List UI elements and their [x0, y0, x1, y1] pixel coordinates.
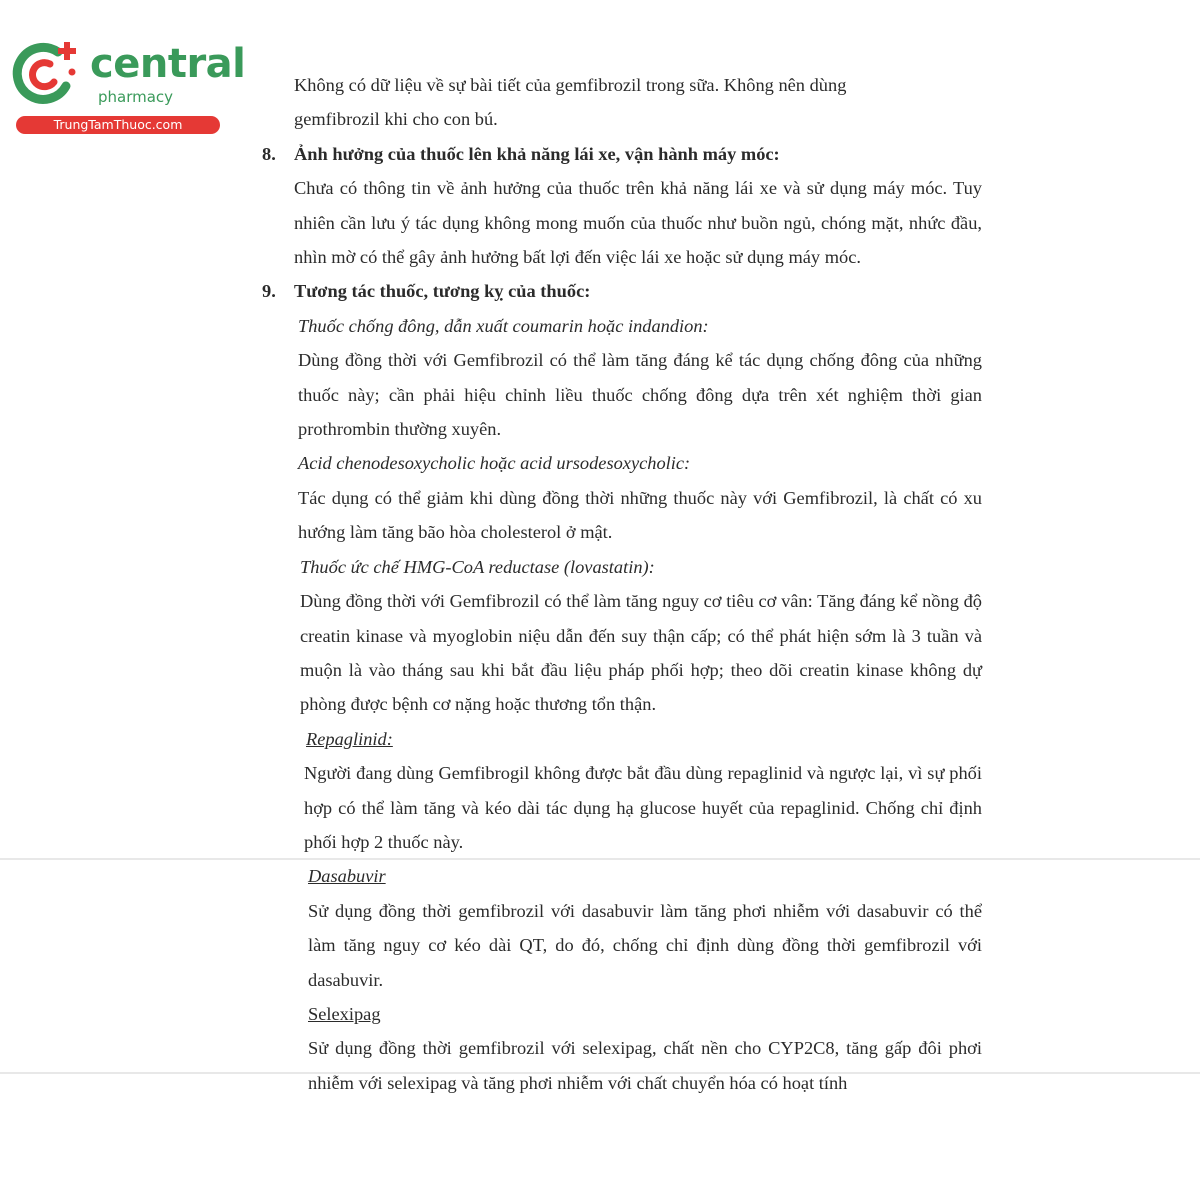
intro-line-2: gemfibrozil khi cho con bú. — [294, 109, 498, 130]
interaction-heading-repaglinid: Repaglinid: — [306, 728, 393, 749]
section-9-number: 9. — [262, 281, 276, 302]
logo-subtitle: pharmacy — [98, 88, 174, 106]
interaction-heading-dasabuvir: Dasabuvir — [308, 866, 386, 887]
logo-url: TrungTamThuoc.com — [16, 116, 220, 134]
interaction-body-repaglinid: Người đang dùng Gemfibrogil không được bắt đầu dùng repaglinid và ngược lại, vì sự phối hợp có thể làm tăng và kéo dài tác dụng hạ glucose huyết của repaglinid. Chống chỉ định phối hợp 2 thuốc này. — [304, 763, 982, 852]
section-9-title: Tương tác thuốc, tương kỵ của thuốc: — [294, 281, 591, 302]
interaction-body-dasabuvir: Sử dụng đồng thời gemfibrozil với dasabuvir làm tăng phơi nhiễm với dasabuvir có thể làm tăng nguy cơ kéo dài QT, do đó, chống chỉ định dùng đồng thời gemfibrozil với dasabuvir. — [308, 900, 982, 990]
interaction-heading-statin: Thuốc ức chế HMG-CoA reductase (lovastatin): — [300, 556, 655, 577]
interaction-heading-anticoagulant: Thuốc chống đông, dẫn xuất coumarin hoặc indandion: — [298, 315, 709, 336]
section-8-title: Ảnh hưởng của thuốc lên khả năng lái xe, vận hành máy móc: — [294, 143, 780, 164]
interaction-body-anticoagulant: Dùng đồng thời với Gemfibrozil có thể làm tăng đáng kể tác dụng chống đông của những thuốc này; cần phải hiệu chỉnh liều thuốc chống đông dựa trên xét nghiệm thời gian prothrombin thường xuyên. — [298, 350, 982, 440]
interaction-body-statin: Dùng đồng thời với Gemfibrozil có thể làm tăng nguy cơ tiêu cơ vân: Tăng đáng kể nồng độ creatin kinase và myoglobin niệu dẫn đến suy thận cấp; có thể phát hiện sớm là 3 tuần và muộn là vào tháng sau khi bắt đầu liệu pháp phối hợp; theo dõi creatin kinase không dự phòng được bệnh cơ nặng hoặc thương tổn thận. — [300, 591, 982, 715]
interaction-body-selexipag: Sử dụng đồng thời gemfibrozil với selexipag, chất nền cho CYP2C8, tăng gấp đôi phơi nhiễm với selexipag và tăng phơi nhiễm với chất chuyển hóa có hoạt tính — [308, 1038, 982, 1093]
section-8-number: 8. — [262, 143, 276, 164]
interaction-heading-bile-acid: Acid chenodesoxycholic hoặc acid ursodesoxycholic: — [298, 453, 691, 474]
interaction-body-bile-acid: Tác dụng có thể giảm khi dùng đồng thời những thuốc này với Gemfibrozil, là chất có xu hướng làm tăng bão hòa cholesterol ở mật. — [298, 487, 982, 543]
interaction-heading-selexipag: Selexipag — [308, 1003, 381, 1024]
central-pharmacy-logo — [10, 36, 246, 136]
central-pharmacy-c-icon — [10, 38, 80, 108]
logo-name: central — [90, 41, 246, 87]
section-8-body: Chưa có thông tin về ảnh hưởng của thuốc trên khả năng lái xe và sử dụng máy móc. Tuy nhiên cần lưu ý tác dụng không mong muốn của thuốc như buồn ngủ, chóng mặt, nhức đầu, nhìn mờ có thể gây ảnh hưởng bất lợi đến việc lái xe hoặc sử dụng máy móc. — [294, 178, 982, 268]
document-body — [262, 68, 982, 1100]
section-8-heading — [262, 137, 982, 171]
intro-line-1: Không có dữ liệu về sự bài tiết của gemfibrozil trong sữa. Không nên dùng — [294, 75, 847, 95]
section-9-heading — [262, 274, 982, 308]
